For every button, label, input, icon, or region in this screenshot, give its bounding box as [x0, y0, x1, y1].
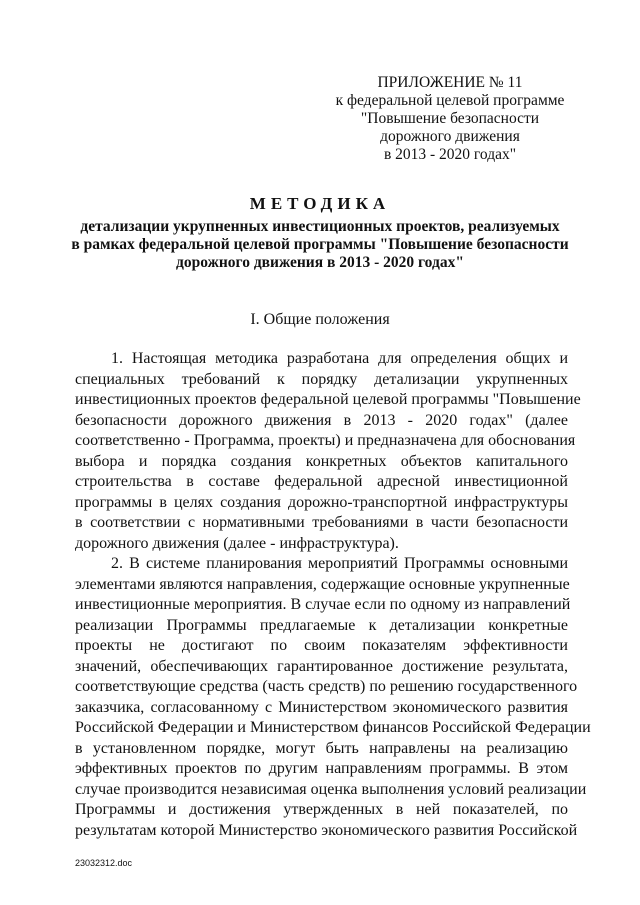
- subtitle-line: детализации укрупненных инвестиционных проектов, реализуемых: [80, 218, 560, 235]
- paragraph-line: специальных требований к порядку детализации укрупненных: [75, 370, 568, 388]
- paragraph-line: случае производится независимая оценка выполнения условий реализации: [75, 780, 587, 798]
- paragraph-line: эффективных проектов по другим направлениям программы. В этом: [75, 760, 568, 777]
- appendix-line: "Повышение безопасности: [360, 110, 540, 127]
- paragraph-line: проекты не достигают по своим показателям эффективности: [75, 637, 568, 654]
- document-subtitle: [50, 218, 590, 272]
- appendix-line: в 2013 - 2020 годах": [383, 146, 517, 163]
- paragraph-line: инвестиционных проектов федеральной целевой программы "Повышение: [75, 391, 581, 408]
- paragraph-line: инвестиционные мероприятия. В случае если по одному из направлений: [75, 596, 571, 613]
- section-heading: I. Общие положения: [250, 311, 390, 328]
- paragraph-2: [75, 554, 591, 841]
- paragraph-line: результатам которой Министерство экономического развития Российской: [75, 821, 578, 839]
- paragraph-line: Программы и достижения утвержденных в ней показателей, по: [75, 801, 568, 818]
- document-title: МЕТОДИКА: [249, 194, 391, 213]
- paragraph-line: соответственно - Программа, проекты) и предназначена для обоснования: [75, 432, 576, 449]
- paragraph-line: программы в целях создания дорожно-транспортной инфраструктуры: [75, 493, 568, 511]
- paragraph-line: дорожного движения (далее - инфраструктура).: [75, 534, 399, 552]
- subtitle-line: дорожного движения в 2013 - 2020 годах": [176, 254, 464, 271]
- paragraph-line: реализации Программы предлагаемые к детализации конкретные: [75, 616, 568, 634]
- paragraph-line: Российской Федерации и Министерством финансов Российской Федерации: [75, 719, 591, 736]
- appendix-line: к федеральной целевой программе: [335, 92, 565, 109]
- document-body: [75, 349, 591, 841]
- paragraph-line: значений, обеспечивающих гарантированное достижение результата,: [75, 657, 568, 675]
- appendix-block: [300, 74, 600, 164]
- paragraph-1: [75, 349, 581, 554]
- paragraph-line: элементами являются направления, содержащие основные укрупненные: [75, 575, 570, 593]
- paragraph-line: заказчика, согласованному с Министерством экономического развития: [75, 698, 568, 716]
- paragraph-line: строительства в составе федеральной адресной инвестиционной: [75, 473, 568, 490]
- appendix-line: дорожного движения: [380, 128, 520, 145]
- appendix-line: ПРИЛОЖЕНИЕ № 11: [377, 74, 523, 91]
- paragraph-line: в соответствии с нормативными требованиями в части безопасности: [75, 514, 568, 531]
- paragraph-line: соответствующие средства (часть средств) по решению государственного: [75, 678, 578, 695]
- paragraph-line: безопасности дорожного движения в 2013 - 2020 годах" (далее: [75, 411, 568, 429]
- paragraph-line: выбора и порядка создания конкретных объектов капитального: [75, 452, 568, 470]
- paragraph-line: в установленном порядке, могут быть направлены на реализацию: [75, 739, 568, 757]
- paragraph-line: 2. В системе планирования мероприятий Программы основными: [111, 555, 568, 572]
- subtitle-line: в рамках федеральной целевой программы "Повышение безопасности: [71, 236, 569, 253]
- paragraph-line: 1. Настоящая методика разработана для определения общих и: [111, 350, 568, 367]
- footer-filename: 23032312.doc: [75, 858, 133, 868]
